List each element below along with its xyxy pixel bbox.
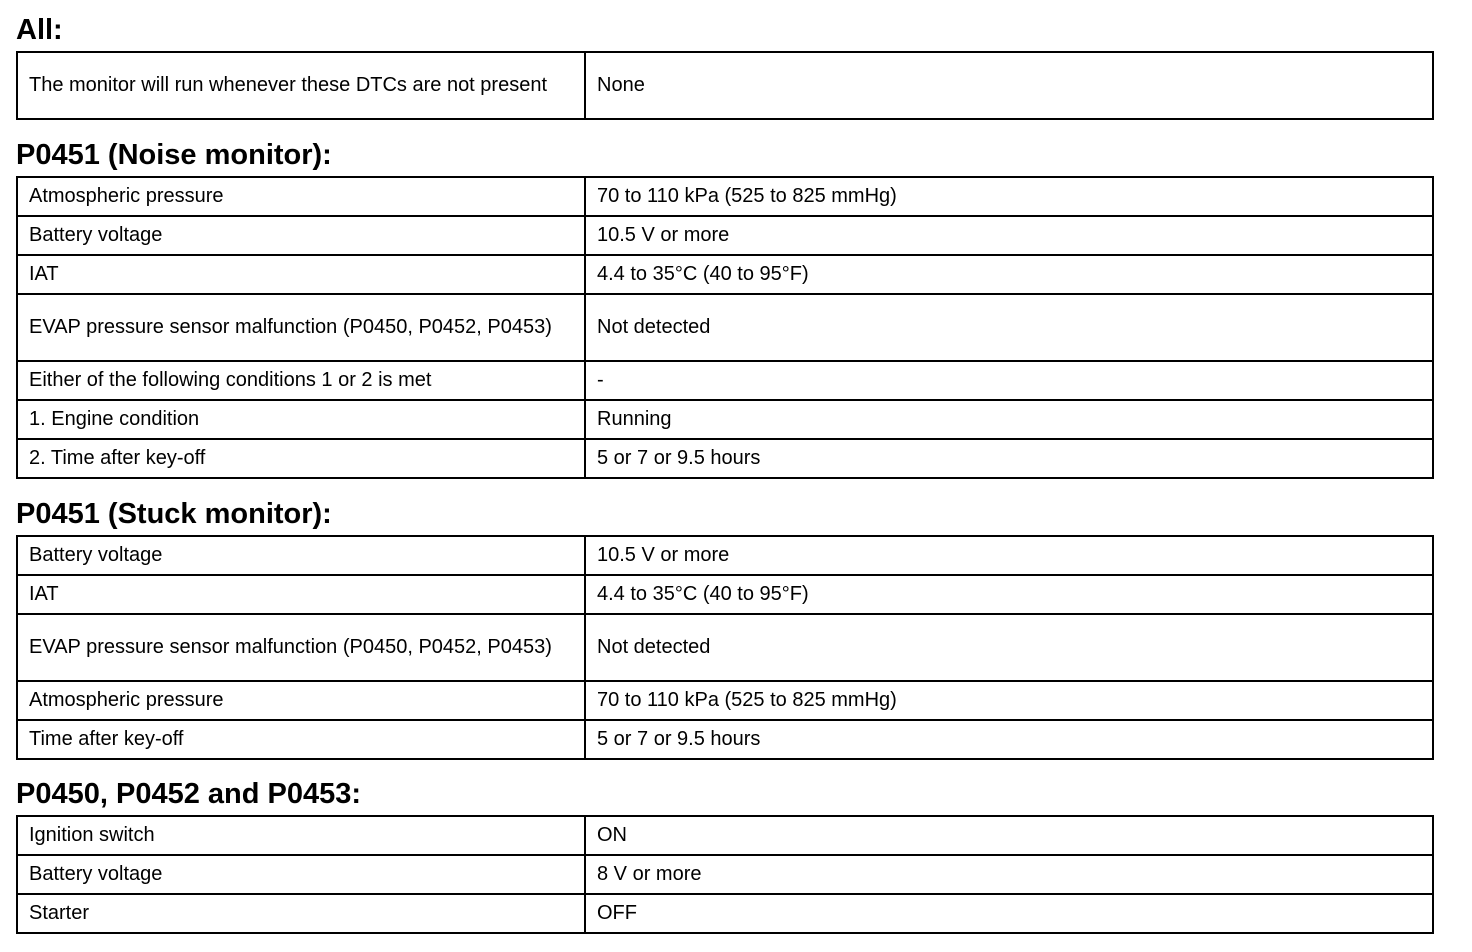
section-title-all: All: (16, 14, 63, 46)
condition-cell: EVAP pressure sensor malfunction (P0450, P0452, P0453) (17, 294, 585, 361)
value-cell: 5 or 7 or 9.5 hours (585, 439, 1433, 478)
value-cell: 10.5 V or more (585, 536, 1433, 575)
condition-cell: Either of the following conditions 1 or 2 is met (17, 361, 585, 400)
table-row (17, 681, 1433, 720)
condition-cell: Starter (17, 894, 585, 933)
table-row (17, 855, 1433, 894)
condition-cell: Battery voltage (17, 855, 585, 894)
table-row (17, 177, 1433, 216)
value-cell: Not detected (585, 294, 1433, 361)
section-title-stuck-monitor: P0451 (Stuck monitor): (16, 498, 332, 530)
value-cell: OFF (585, 894, 1433, 933)
table-row (17, 536, 1433, 575)
value-cell: 8 V or more (585, 855, 1433, 894)
table-row (17, 294, 1433, 361)
table-row (17, 400, 1433, 439)
value-cell: 70 to 110 kPa (525 to 825 mmHg) (585, 177, 1433, 216)
value-cell: None (585, 52, 1433, 119)
condition-cell: The monitor will run whenever these DTCs are not present (17, 52, 585, 119)
value-cell: 10.5 V or more (585, 216, 1433, 255)
condition-cell: Ignition switch (17, 816, 585, 855)
section-title-noise-monitor: P0451 (Noise monitor): (16, 139, 332, 171)
value-cell: Running (585, 400, 1433, 439)
conditions-table-all (16, 51, 1434, 120)
condition-cell: Time after key-off (17, 720, 585, 759)
value-cell: 4.4 to 35°C (40 to 95°F) (585, 255, 1433, 294)
condition-cell: Atmospheric pressure (17, 177, 585, 216)
conditions-table-p0450-p0452-p0453 (16, 815, 1434, 934)
table-row (17, 216, 1433, 255)
value-cell: Not detected (585, 614, 1433, 681)
condition-cell: Battery voltage (17, 536, 585, 575)
condition-cell: EVAP pressure sensor malfunction (P0450, P0452, P0453) (17, 614, 585, 681)
condition-cell: Battery voltage (17, 216, 585, 255)
table-row (17, 816, 1433, 855)
condition-cell: Atmospheric pressure (17, 681, 585, 720)
condition-cell: IAT (17, 255, 585, 294)
condition-cell: IAT (17, 575, 585, 614)
condition-cell: 1. Engine condition (17, 400, 585, 439)
value-cell: - (585, 361, 1433, 400)
table-row (17, 255, 1433, 294)
table-row (17, 720, 1433, 759)
table-row (17, 894, 1433, 933)
table-row (17, 575, 1433, 614)
section-title-p0450-p0452-p0453: P0450, P0452 and P0453: (16, 778, 362, 810)
conditions-table-stuck-monitor (16, 535, 1434, 760)
table-row (17, 361, 1433, 400)
table-row (17, 439, 1433, 478)
value-cell: 70 to 110 kPa (525 to 825 mmHg) (585, 681, 1433, 720)
conditions-table-noise-monitor (16, 176, 1434, 479)
condition-cell: 2. Time after key-off (17, 439, 585, 478)
value-cell: 5 or 7 or 9.5 hours (585, 720, 1433, 759)
value-cell: ON (585, 816, 1433, 855)
table-row (17, 614, 1433, 681)
table-row (17, 52, 1433, 119)
value-cell: 4.4 to 35°C (40 to 95°F) (585, 575, 1433, 614)
